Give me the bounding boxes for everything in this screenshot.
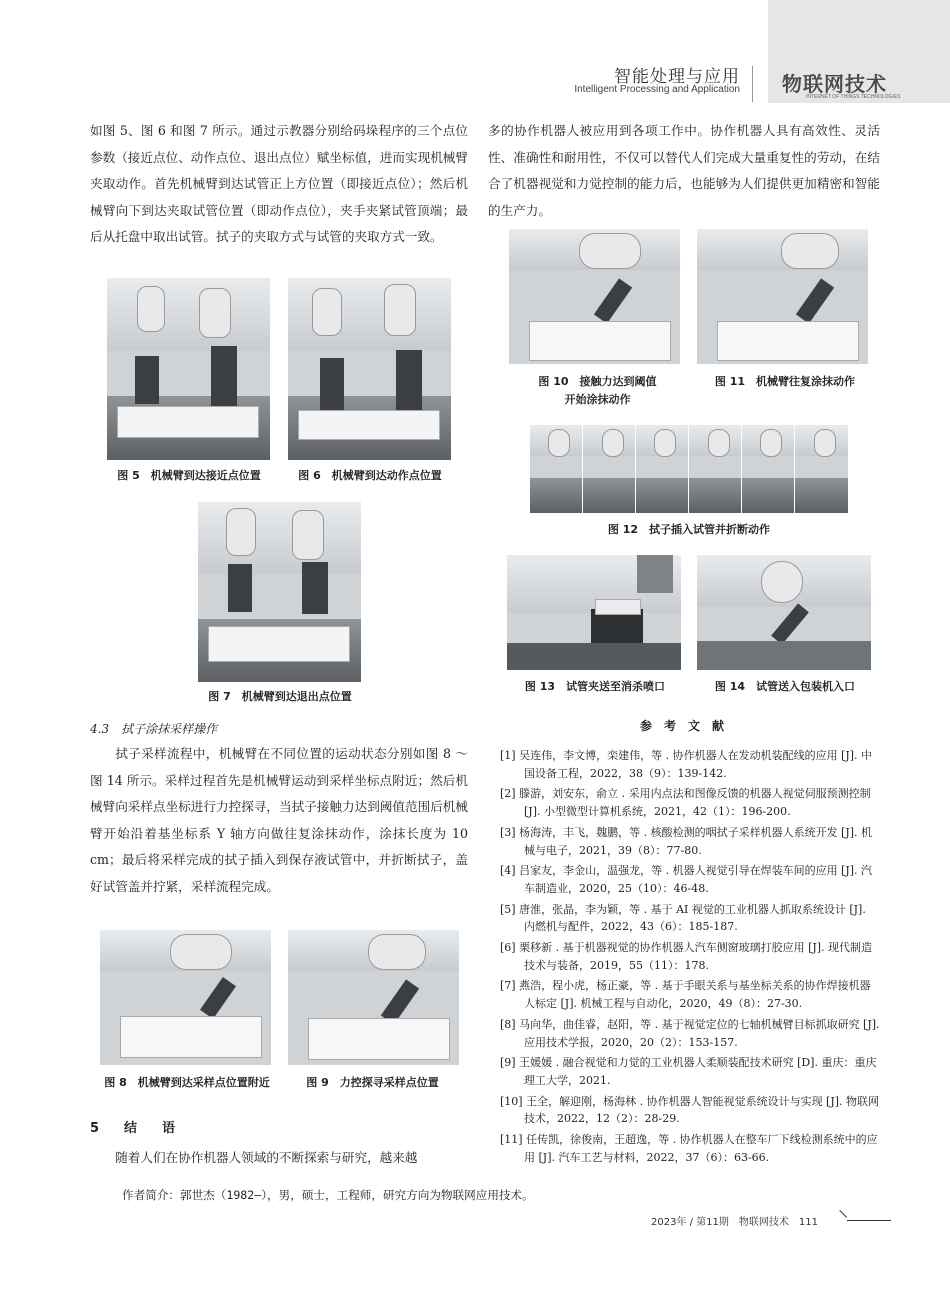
figure-7-image: [198, 502, 361, 682]
section-5-heading: 5 结 语: [90, 1121, 182, 1136]
section-4-3-heading: 4.3 拭子涂抹采样操作: [90, 722, 218, 736]
footer-slash: [839, 1210, 847, 1218]
reference-item: [1] 吴连伟，李文博，栾建伟，等 . 协作机器人在发动机装配线的应用 [J]. 中国设备工程，2022，38（9）：139-142.: [500, 749, 873, 780]
figure-8-image: [100, 930, 271, 1065]
reference-item: [5] 唐淮，张晶，李为颖，等 . 基于 AI 视觉的工业机器人抓取系统设计 [J]. 内燃机与配件，2022，43（6）：185-187.: [500, 902, 866, 934]
figure-9-image: [288, 930, 459, 1065]
reference-item: [10] 王全，解迎刚，杨海林 . 协作机器人智能视觉系统设计与实现 [J]. 物联网技术，2022，12（2）：28-29.: [500, 1094, 880, 1126]
figure-14-image: [697, 555, 871, 670]
figure-10-caption-line1: 图 10 接触力达到阈值: [538, 375, 657, 388]
reference-item: [6] 栗移新 . 基于机器视觉的协作机器人汽车侧窗玻璃打胶应用 [J]. 现代制造技术与装备，2019，55（11）：178.: [500, 941, 873, 972]
figure-8-caption: 图 8 机械臂到达采样点位置附近: [104, 1076, 270, 1089]
figure-12-caption: 图 12 拭子插入试管并折断动作: [607, 523, 771, 536]
reference-item: [9] 王媛媛 . 融合视觉和力觉的工业机器人柔顺装配技术研究 [D]. 重庆：重庆理工大学，2021.: [500, 1056, 877, 1087]
figure-11-caption: 图 11 机械臂往复涂抹动作: [714, 375, 856, 388]
left-paragraph-2: 拭子采样流程中，机械臂在不同位置的运动状态分别如图 8 ～图 14 所示。采样过程首先是机械臂运动到采样坐标点附近；然后机械臂向采样点坐标进行力控探寻，当拭子接触力达到阈值范围后机械臂开始沿着基坐标系 Y 轴方向做往复涂抹动作，涂抹长度为 10 cm；最后将采样完成的拭子插入到保存液试管中，并折断拭子，盖好试管盖并拧紧，采样流程完成。: [90, 746, 468, 894]
reference-item: [8] 马向华，曲佳睿，赵阳，等 . 基于视觉定位的七轴机械臂目标抓取研究 [J]. 应用技术学报，2020，20（2）：153-157.: [500, 1017, 880, 1049]
figure-9-caption: 图 9 力控探寻采样点位置: [306, 1076, 439, 1089]
reference-item: [7] 燕浩，程小虎，杨正豪，等 . 基于手眼关系与基坐标关系的协作焊接机器人标定 [J]. 机械工程与自动化，2020，49（8）：27-30.: [500, 979, 871, 1011]
journal-logo: 物联网技术: [782, 72, 887, 96]
figure-10-caption-line2: 开始涂抹动作: [564, 393, 631, 406]
author-bio: 作者简介：郭世杰（1982—），男，硕士，工程师，研究方向为物联网应用技术。: [122, 1188, 534, 1202]
figure-13-image: [507, 555, 681, 670]
references-list: [500, 747, 880, 1169]
right-paragraph-1: 多的协作机器人被应用到各项工作中。协作机器人具有高效性、灵活性、准确性和耐用性，不仅可以替代人们完成大量重复性的劳动，在结合了机器视觉和力觉控制的能力后，也能够为人们提供更加精密和智能的生产力。: [488, 123, 880, 218]
figure-12-image: [530, 425, 848, 513]
left-paragraph-3: 随着人们在协作机器人领域的不断探索与研究，越来越: [115, 1150, 418, 1165]
footer-rule: [847, 1220, 891, 1221]
figure-10-image: [509, 229, 680, 364]
left-paragraph-1: 如图 5、图 6 和图 7 所示。通过示教器分别给码垛程序的三个点位参数（接近点位、动作点位、退出点位）赋坐标值，进而实现机械臂夹取动作。首先机械臂到达试管正上方位置（即接近点位）；然后机械臂向下到达夹取试管位置（即动作点位），夹手夹紧试管顶端；最后从托盘中取出试管。拭子的夹取方式与试管的夹取方式一致。: [90, 123, 468, 244]
figure-5-image: [107, 278, 270, 460]
figure-6-caption: 图 6 机械臂到达动作点位置: [298, 469, 442, 482]
journal-logo-sub: INTERNET OF THINGS TECHNOLOGIES: [806, 94, 901, 100]
reference-item: [3] 杨海涛，丰飞，魏鹏，等 . 核酸检测的咽拭子采样机器人系统开发 [J]. 机械与电子，2021，39（8）：77-80.: [500, 825, 873, 857]
references-heading: 参考文献: [640, 719, 737, 733]
section-title-en: Intelligent Processing and Application: [574, 84, 740, 95]
page-footer: 2023年 / 第11期 物联网技术 111: [651, 1217, 818, 1228]
figure-6-image: [288, 278, 451, 460]
figure-7-caption: 图 7 机械臂到达退出点位置: [208, 690, 352, 703]
header-divider: [752, 66, 753, 102]
figure-14-caption: 图 14 试管送入包装机入口: [714, 680, 856, 693]
reference-item: [2] 滕游，刘安东，俞立 . 采用内点法和图像反馈的机器人视觉伺服预测控制 [J]. 小型微型计算机系统，2021，42（1）：196-200.: [500, 787, 871, 819]
section-title: 智能处理与应用: [614, 67, 740, 87]
reference-item: [4] 吕家友，李金山，温强龙，等 . 机器人视觉引导在焊装车间的应用 [J]. 汽车制造业，2020，25（10）：46-48.: [500, 864, 873, 895]
figure-13-caption: 图 13 试管夹送至消杀喷口: [524, 680, 666, 693]
reference-item: [11] 任传凯，徐俊南，王超逸，等 . 协作机器人在整车厂下线检测系统中的应用 [J]. 汽车工艺与材料，2022，37（6）：63-66.: [500, 1133, 878, 1164]
figure-5-caption: 图 5 机械臂到达接近点位置: [117, 469, 261, 482]
figure-11-image: [697, 229, 868, 364]
